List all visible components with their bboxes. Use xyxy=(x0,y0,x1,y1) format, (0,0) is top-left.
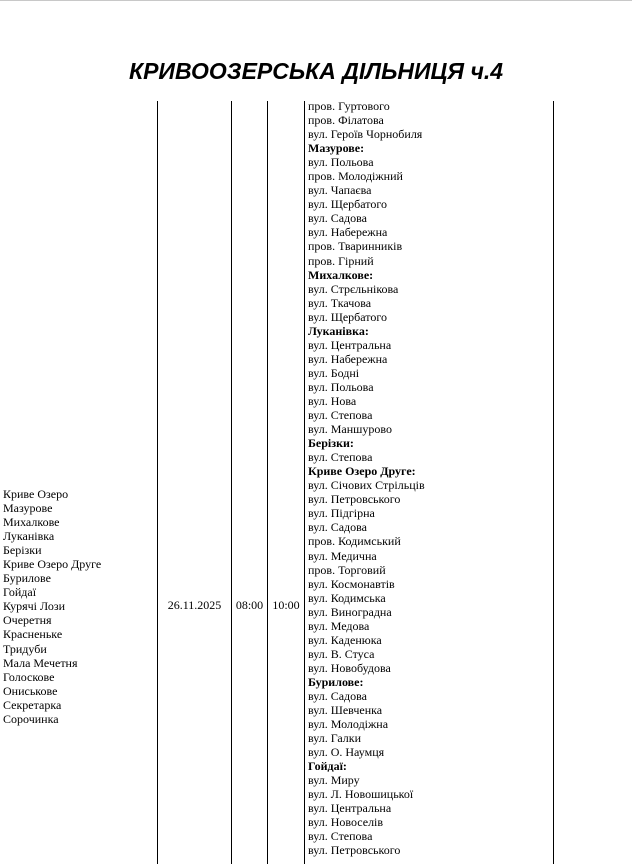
street-item: вул. Петровського xyxy=(308,492,401,507)
settlement-item: Луканівка xyxy=(3,529,55,544)
settlement-item: Секретарка xyxy=(3,697,62,712)
street-item: вул. Шевченка xyxy=(308,703,383,718)
outage-date: 26.11.2025 xyxy=(167,598,222,612)
settlement-header: Михалкове: xyxy=(308,267,374,282)
street-item: вул. Степова xyxy=(308,829,373,844)
column-divider-2 xyxy=(231,101,232,864)
outage-start-time: 08:00 xyxy=(235,598,264,612)
street-item: пров. Гірний xyxy=(308,253,374,268)
street-item: вул. Петровського xyxy=(308,843,401,858)
top-border xyxy=(0,0,632,1)
settlement-header: Гойдаї: xyxy=(308,759,347,774)
page-title: КРИВООЗЕРСЬКА ДІЛЬНИЦЯ ч.4 xyxy=(128,58,504,84)
street-item: вул. Польова xyxy=(308,379,374,394)
settlement-item: Криве Озеро xyxy=(3,487,69,501)
street-item: вул. Молодіжна xyxy=(308,717,389,732)
street-item: пров. Молодіжний xyxy=(308,169,403,184)
street-item: вул. Щербатого xyxy=(308,309,387,324)
street-item: вул. Новоселів xyxy=(308,815,384,830)
street-item: вул. Стрєльнікова xyxy=(308,281,399,296)
street-item: вул. Степова xyxy=(308,450,373,465)
streets-list xyxy=(308,99,552,858)
settlement-item: Мазурове xyxy=(3,501,53,516)
settlement-item: Михалкове xyxy=(3,515,60,530)
street-item: вул. Центральна xyxy=(308,801,392,816)
street-item: вул. Центральна xyxy=(308,337,392,352)
column-divider-4 xyxy=(304,101,305,864)
street-item: вул. Нова xyxy=(308,393,357,408)
street-item: вул. Маншурово xyxy=(308,422,392,437)
settlement-item: Криве Озеро Друге xyxy=(3,557,102,572)
column-divider-3 xyxy=(267,101,268,864)
settlement-item: Красненьке xyxy=(3,627,63,642)
outage-end-time: 10:00 xyxy=(272,598,300,612)
street-item: вул. Степова xyxy=(308,408,373,423)
street-item: вул. Новобудова xyxy=(308,660,391,675)
street-item: вул. Героїв Чорнобиля xyxy=(308,127,423,142)
street-item: вул. Л. Новошицької xyxy=(308,787,414,802)
settlement-item: Курячі Лози xyxy=(3,599,65,614)
settlement-item: Ониськове xyxy=(3,683,58,698)
column-divider-5 xyxy=(553,101,554,864)
street-item: вул. Ткачова xyxy=(308,295,372,310)
street-item: вул. Садова xyxy=(308,211,367,226)
column-divider-1 xyxy=(157,101,158,864)
street-item: вул. Медова xyxy=(308,618,370,633)
street-item: вул. Кодимська xyxy=(308,590,386,605)
settlement-header: Мазурове: xyxy=(308,141,365,156)
street-item: вул. Польова xyxy=(308,155,374,170)
street-item: вул. Миру xyxy=(308,773,360,788)
settlements-list xyxy=(3,487,155,726)
street-item: вул. Садова xyxy=(308,520,367,535)
street-item: вул. Галки xyxy=(308,731,362,746)
street-item: вул. Виноградна xyxy=(308,604,392,619)
street-item: пров. Торговий xyxy=(308,562,386,577)
settlement-header: Берізки: xyxy=(308,436,354,451)
settlement-header: Луканівка: xyxy=(308,323,369,338)
settlement-header: Криве Озеро Друге: xyxy=(308,464,416,479)
street-item: вул. О. Наумця xyxy=(308,745,385,760)
street-item: пров. Гуртового xyxy=(308,99,390,113)
street-item: пров. Кодимський xyxy=(308,534,401,549)
street-item: вул. Щербатого xyxy=(308,197,387,212)
street-item: вул. Січових Стрільців xyxy=(308,478,425,493)
settlement-item: Бурилове xyxy=(3,571,51,586)
street-item: пров. Тваринників xyxy=(308,239,403,254)
settlement-item: Берізки xyxy=(3,543,42,558)
street-item: вул. Космонавтів xyxy=(308,576,395,591)
settlement-item: Голоскове xyxy=(3,669,55,684)
street-item: вул. Набережна xyxy=(308,225,388,240)
street-item: вул. Підгірна xyxy=(308,506,375,521)
street-item: вул. В. Стуса xyxy=(308,646,375,661)
settlement-item: Сорочинка xyxy=(3,711,59,726)
settlement-item: Гойдаї xyxy=(3,585,37,600)
street-item: вул. Медична xyxy=(308,548,377,563)
settlement-header: Бурилове: xyxy=(308,674,364,689)
settlement-item: Тридуби xyxy=(3,641,47,656)
settlement-item: Очеретня xyxy=(3,613,52,628)
street-item: вул. Садова xyxy=(308,688,367,703)
street-item: вул. Каденюка xyxy=(308,632,382,647)
street-item: пров. Філатова xyxy=(308,113,384,128)
street-item: вул. Бодні xyxy=(308,365,360,380)
street-item: вул. Чапаєва xyxy=(308,183,372,198)
street-item: вул. Набережна xyxy=(308,351,388,366)
settlement-item: Мала Мечетня xyxy=(3,655,78,670)
